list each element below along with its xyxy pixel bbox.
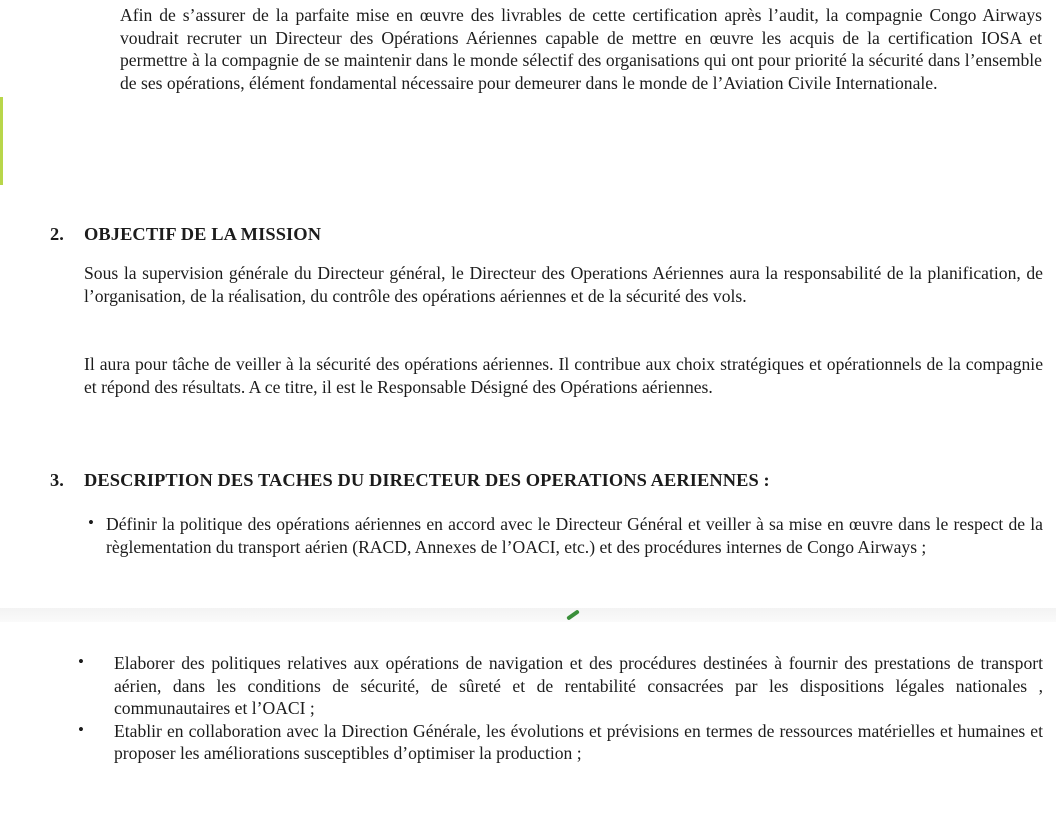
bullet-icon: • xyxy=(78,719,84,739)
task-list-second xyxy=(78,652,1043,765)
objectif-paragraph-2: Il aura pour tâche de veiller à la sécurité des opérations aériennes. Il contribue aux choix stratégiques et opérationnels de la compagnie et répond des résultats. A ce titre, il est le Responsable Désigné des Opérations aériennes. xyxy=(84,354,1043,397)
task-text: Définir la politique des opérations aériennes en accord avec le Directeur Général et veiller à sa mise en œuvre dans le respect de la règlementation du transport aérien (RACD, Annexes de l’OACI, etc.) et des procédures internes de Congo Airways ; xyxy=(106,514,1043,557)
section-heading-description xyxy=(50,468,770,492)
objectif-paragraph-1: Sous la supervision générale du Directeur général, le Directeur des Operations Aériennes aura la responsabilité de la planification, de l’organisation, de la réalisation, du contrôle des opérations aériennes et de la sécurité des vols. xyxy=(84,263,1043,306)
scan-page-break-band xyxy=(0,608,1056,622)
bullet-icon: • xyxy=(88,513,94,532)
task-list-first xyxy=(88,513,1043,558)
task-text: Elaborer des politiques relatives aux opérations de navigation et des procédures destinées à fournir des prestations de transport aérien, dans les conditions de sécurité, de sûreté et de rentabilité consacrées par les dispositions légales nationales , communautaires et l’OACI ; xyxy=(114,653,1043,719)
section-title: OBJECTIF DE LA MISSION xyxy=(84,224,322,244)
list-item xyxy=(78,719,1043,765)
margin-highlight-mark xyxy=(0,97,3,185)
intro-paragraph: Afin de s’assurer de la parfaite mise en œuvre des livrables de cette certification après l’audit, la compagnie Congo Airways voudrait recruter un Directeur des Opérations Aériennes capable de mettre en œuvre les acquis de la certification IOSA et permettre à la compagnie de se maintenir dans le monde sélectif des organisations qui ont pour priorité la sécurité dans l’ensemble de ses opérations, élément fondamental nécessaire pour demeurer dans le monde de l’Aviation Civile Internationale. xyxy=(120,5,1042,93)
bullet-icon: • xyxy=(78,652,84,671)
section-heading-objectif xyxy=(50,222,321,246)
section-title: DESCRIPTION DES TACHES DU DIRECTEUR DES OPERATIONS AERIENNES : xyxy=(84,470,770,490)
list-item xyxy=(78,652,1043,720)
list-item xyxy=(88,513,1043,558)
task-text: Etablir en collaboration avec la Direction Générale, les évolutions et prévisions en termes de ressources matérielles et humaines et proposer les améliorations susceptibles d’optimiser la production ; xyxy=(114,720,1043,764)
section-number: 2. xyxy=(50,224,64,244)
section-number: 3. xyxy=(50,470,64,490)
